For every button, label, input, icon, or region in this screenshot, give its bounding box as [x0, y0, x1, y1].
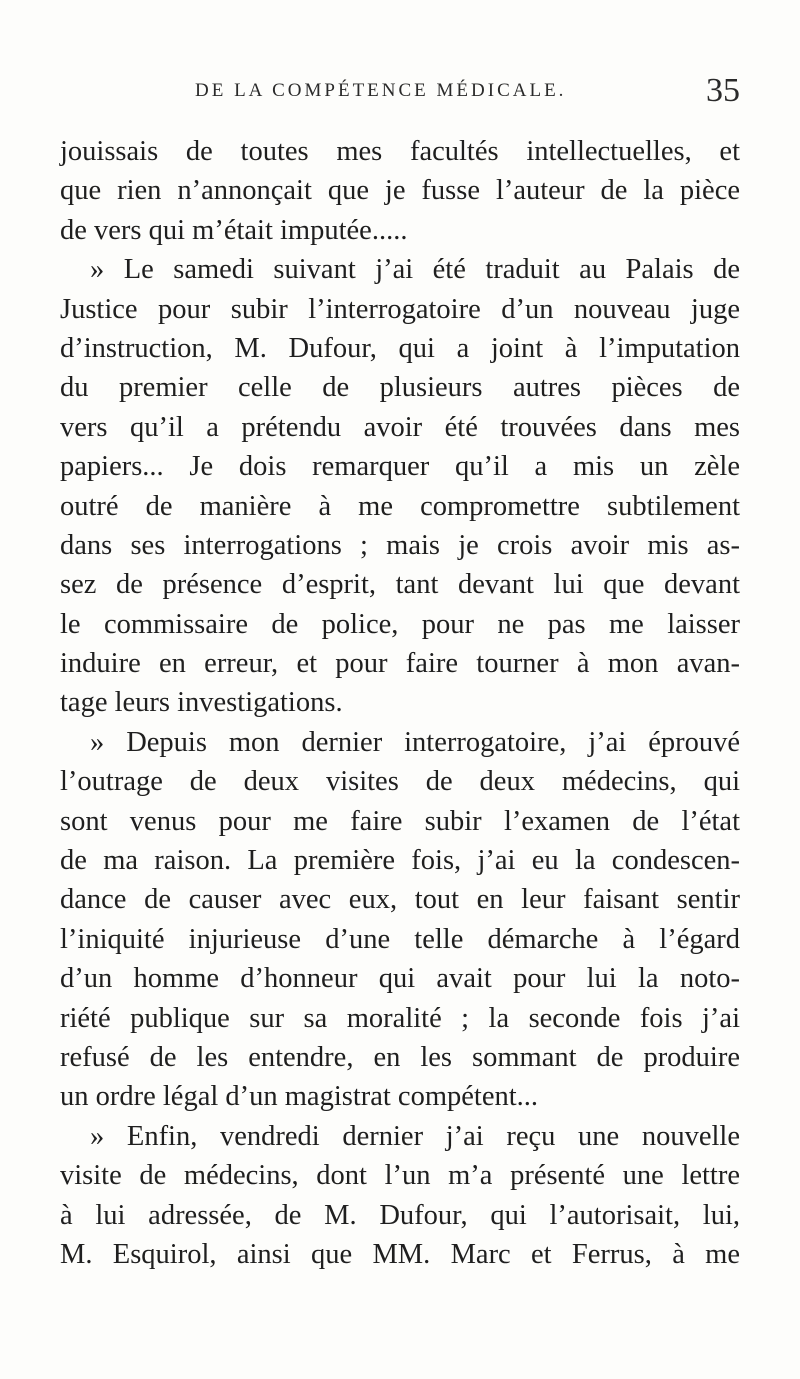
text-line: l’outrage de deux visites de deux médecins, qui: [60, 766, 740, 798]
body-text: [60, 132, 740, 1274]
text-line: l’iniquité injurieuse d’une telle démarche à l’égard: [60, 923, 740, 955]
text-line: papiers... Je dois remarquer qu’il a mis un zèle: [60, 451, 740, 483]
text-line: un ordre légal d’un magistrat compétent...: [60, 1081, 539, 1113]
text-line: de ma raison. La première fois, j’ai eu la condescen-: [60, 845, 740, 877]
text-line: induire en erreur, et pour faire tourner à mon avan-: [60, 648, 740, 680]
text-line: à lui adressée, de M. Dufour, qui l’autorisait, lui,: [60, 1199, 740, 1231]
text-line: refusé de les entendre, en les sommant de produire: [60, 1041, 740, 1073]
text-line: visite de médecins, dont l’un m’a présenté une lettre: [60, 1160, 740, 1192]
text-line: tage leurs investigations.: [60, 687, 343, 719]
text-line: dance de causer avec eux, tout en leur faisant sentir: [60, 884, 740, 916]
text-line: jouissais de toutes mes facultés intellectuelles, et: [60, 136, 740, 167]
text-line: de vers qui m’était imputée.....: [60, 214, 408, 246]
text-line: d’instruction, M. Dufour, qui a joint à l’imputation: [60, 332, 740, 364]
text-line: que rien n’annonçait que je fusse l’auteur de la pièce: [60, 175, 740, 207]
text-line: M. Esquirol, ainsi que MM. Marc et Ferrus, à me: [60, 1238, 740, 1270]
text-line: le commissaire de police, pour ne pas me laisser: [60, 608, 740, 640]
text-line: outré de manière à me compromettre subtilement: [60, 490, 740, 522]
text-line: » Enfin, vendredi dernier j’ai reçu une nouvelle: [90, 1120, 740, 1152]
page-number: 35: [706, 72, 740, 109]
text-line: riété publique sur sa moralité ; la seconde fois j’ai: [60, 1002, 740, 1034]
text-line: sez de présence d’esprit, tant devant lui que devant: [60, 569, 740, 601]
text-line: dans ses interrogations ; mais je crois avoir mis as-: [60, 529, 740, 561]
text-line: » Le samedi suivant j’ai été traduit au Palais de: [90, 254, 740, 286]
text-line: vers qu’il a prétendu avoir été trouvées dans mes: [60, 411, 740, 443]
running-title: DE LA COMPÉTENCE MÉDICALE.: [195, 80, 567, 101]
text-line: d’un homme d’honneur qui avait pour lui la noto-: [60, 963, 740, 995]
text-line: Justice pour subir l’interrogatoire d’un nouveau juge: [60, 293, 740, 325]
text-line: » Depuis mon dernier interrogatoire, j’ai éprouvé: [90, 726, 740, 758]
page-header: [60, 72, 740, 116]
text-line: sont venus pour me faire subir l’examen de l’état: [60, 805, 740, 837]
text-line: du premier celle de plusieurs autres pièces de: [60, 372, 740, 404]
